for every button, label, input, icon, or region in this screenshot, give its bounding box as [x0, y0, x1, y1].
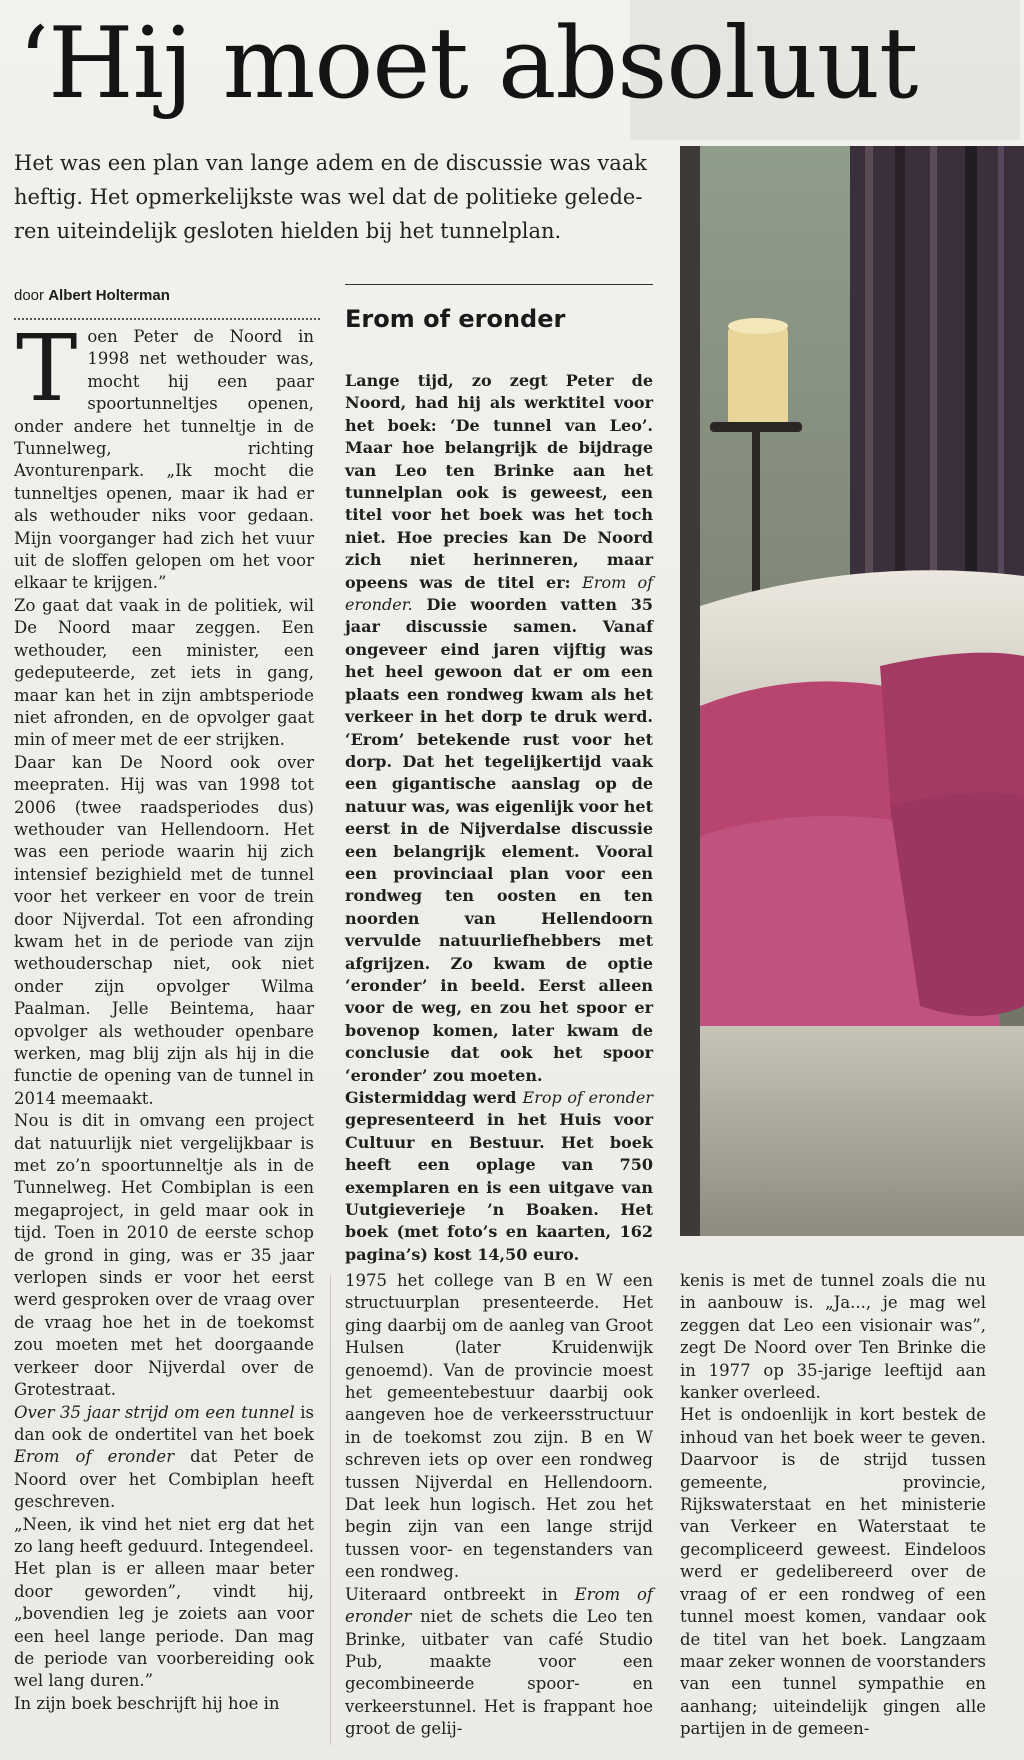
- intro-line: heftig. Het opmerkelijkste was wel dat de politieke gelede-: [14, 185, 643, 209]
- intro-line: Het was een plan van lange adem en de discussie was vaak: [14, 151, 647, 175]
- column-separator: [330, 1275, 331, 1745]
- paragraph: oen Peter de Noord in 1998 net wethouder was, mocht hij een paar spoortunneltjes openen, onder andere het tunneltje in de Tunnelweg, richting Avonturenpark. „Ik mocht die tunneltjes openen, maar ik had er als wethouder niks voor gedaan. Mijn voorganger had zich het vuur uit de sloffen gelopen om het voor elkaar te krijgen.”: [14, 327, 314, 593]
- italic-text: Erop of eronder: [522, 1088, 653, 1107]
- photo-illustration: [680, 146, 1024, 1236]
- paragraph: kenis is met de tunnel zoals die nu in aanbouw is. „Ja..., je mag wel zeggen dat Leo een visionair was”, zegt De Noord over Ten Brinke die in 1977 op 35-jarige leeftijd aan kanker overleed.: [680, 1271, 986, 1403]
- photo-edge: [680, 146, 700, 1236]
- paragraph: Het is ondoenlijk in kort bestek de inhoud van het boek weer te geven. Daarvoor is de strijd tussen gemeente, provincie, Rijkswaterstaat en het ministerie van Verkeer en Waterstaat te gecompliceerd geweest. Eindeloos werd er gedelibereerd over de vraag of er een rondweg of een tunnel moest komen, vandaar ook de titel van het boek. Langzaam maar zeker wonnen de voorstanders van een tunnel sympathie en aanhang; uiteindelijk gingen alle partijen in de gemeen-: [680, 1405, 986, 1739]
- paragraph: [345, 370, 653, 1087]
- intro-line: ren uiteindelijk gesloten hielden bij het tunnelplan.: [14, 219, 562, 243]
- intro-paragraph: [14, 146, 664, 248]
- paragraph: [345, 1087, 653, 1266]
- italic-text: Erom of eronder: [345, 1584, 653, 1627]
- text: Lange tijd, zo zegt Peter de Noord, had hij als werktitel voor het boek: ‘De tunnel van Leo’. Maar hoe belangrijk de bijdrage van Leo ten Brinke aan het tunnelplan ook is geweest, een titel voor het boek was het toch niet. Hoe precies kan De Noord zich niet herinneren, maar opeens was de titel er:: [345, 371, 653, 592]
- byline: [14, 286, 314, 306]
- article-column-3: [345, 1270, 653, 1741]
- headline: ‘Hij moet absoluut: [18, 7, 918, 121]
- paragraph: [345, 1584, 653, 1741]
- text: gepresenteerd in het Huis voor Cultuur en Bestuur. Het boek heeft een oplage van 750 exemplaren en is een uitgave van Uutgieverieje ’n Boaken. Het boek (met foto’s en kaarten, 162 pagina’s) kost 14,50 euro.: [345, 1110, 653, 1264]
- paragraph: Nou is dit in omvang een project dat natuurlijk niet vergelijkbaar is met zo’n spoortunneltje als in de Tunnelweg. Het Combiplan is een megaproject, in geld maar ook in tijd. Toen in 2010 de eerste schop de grond in ging, was er 35 jaar verlopen sinds er voor het eerst werd gesproken over de vraag over de vraag hoe het in de toekomst zou moeten met het doorgaande verkeer door Nijverdal over de Grotestraat.: [14, 1111, 314, 1400]
- paragraph: [14, 1402, 314, 1514]
- paragraph: Zo gaat dat vaak in de politiek, wil De Noord maar zeggen. Een wethouder, een minister, een gedeputeerde, zet iets in gang, maar kan het in zijn ambtsperiode niet afronden, en de opvolger gaat min of meer met de eer strijken.: [14, 595, 314, 750]
- byline-author: Albert Holterman: [48, 287, 170, 304]
- paragraph: In zijn boek beschrijft hij hoe in: [14, 1693, 280, 1713]
- text: Die woorden vatten 35 jaar discussie samen. Vanaf ongeveer eind jaren vijftig was het heel gewoon dat er om een plaats een rondweg kwam als het verkeer in het dorp te druk werd. ‘Erom’ betekende rust voor het dorp. Dat het tegelijkertijd vaak een gigantische aanslag op de natuur was, was eigenlijk voor het eerst in de Nijverdalse discussie een belangrijk element. Vooral een provinciaal plan voor een rondweg ten oosten en ten noorden van Hellendoorn vervulde natuurliefhebbers met afgrijzen. Zo kwam de optie ‘eronder’ in beeld. Eerst alleen voor de weg, en zou het spoor er bovenop komen, later kwam de conclusie dat ook het spoor ‘eronder’ zou moeten.: [345, 595, 653, 1085]
- byline-prefix: door: [14, 287, 45, 304]
- article-column-2: [345, 370, 653, 1266]
- text: niet de schets die Leo ten Brinke, uitbater van café Studio Pub, maakte voor een gecombineerde spoor- en verkeerstunnel. Het is frappant hoe groot de gelij-: [345, 1607, 653, 1739]
- drop-cap: T: [16, 315, 78, 422]
- curtain: [850, 146, 1024, 576]
- article-column-4: [680, 1270, 986, 1741]
- text: Uiteraard ontbreekt in: [345, 1584, 575, 1604]
- subhead-rule: [345, 284, 653, 285]
- paragraph: 1975 het college van B en W een structuurplan presenteerde. Het ging daarbij om de aanleg van Groot Hulsen (later Kruidenwijk genoemd). Van de provincie moest het gemeentebestuur daarbij ook aangeven hoe de verkeersstructuur in de toekomst zou zijn. B en W schreven iets op over een rondweg tussen Nijverdal en Hellendoorn. Dat leek hun logisch. Het zou het begin zijn van een lange strijd tussen voor- en tegenstanders van een rondweg.: [345, 1271, 653, 1582]
- subheading: Erom of eronder: [345, 305, 566, 333]
- cushions: [700, 653, 1024, 1058]
- text: is dan ook de ondertitel van het boek: [14, 1402, 314, 1444]
- italic-text: Over 35 jaar strijd om een tunnel: [14, 1402, 295, 1422]
- italic-text: Erom of eronder.: [345, 572, 654, 615]
- article-column-1: [14, 315, 314, 1715]
- paragraph: „Neen, ik vind het niet erg dat het zo lang heeft geduurd. Integendeel. Het plan is er alleen maar beter door geworden”, vindt hij, „bovendien leg je zoiets aan voor een heel lange periode. Dan mag de periode van voorbereiding ook wel lang duren.”: [14, 1514, 314, 1691]
- photo-cushions-candle: [680, 146, 1024, 1236]
- italic-text: Erom of eronder: [14, 1447, 175, 1467]
- text: dat Peter de Noord over het Combiplan heeft geschreven.: [14, 1447, 314, 1512]
- text: Gistermiddag werd: [345, 1088, 523, 1107]
- paragraph: Daar kan De Noord ook over meepraten. Hij was van 1998 tot 2006 (twee raadsperiodes dus) wethouder van Hellendoorn. Het was een periode waarin hij zich intensief bezighield met de tunnel voor het verkeer en voor de trein door Nijverdal. Tot een afronding kwam het in de periode van zijn wethouderschap niet, ook niet onder zijn opvolger Wilma Paalman. Jelle Beintema, haar opvolger als wethouder openbare werken, mag blij zijn als hij in die functie de opening van de tunnel in 2014 meemaakt.: [14, 752, 314, 1108]
- sofa-seat: [700, 1026, 1024, 1236]
